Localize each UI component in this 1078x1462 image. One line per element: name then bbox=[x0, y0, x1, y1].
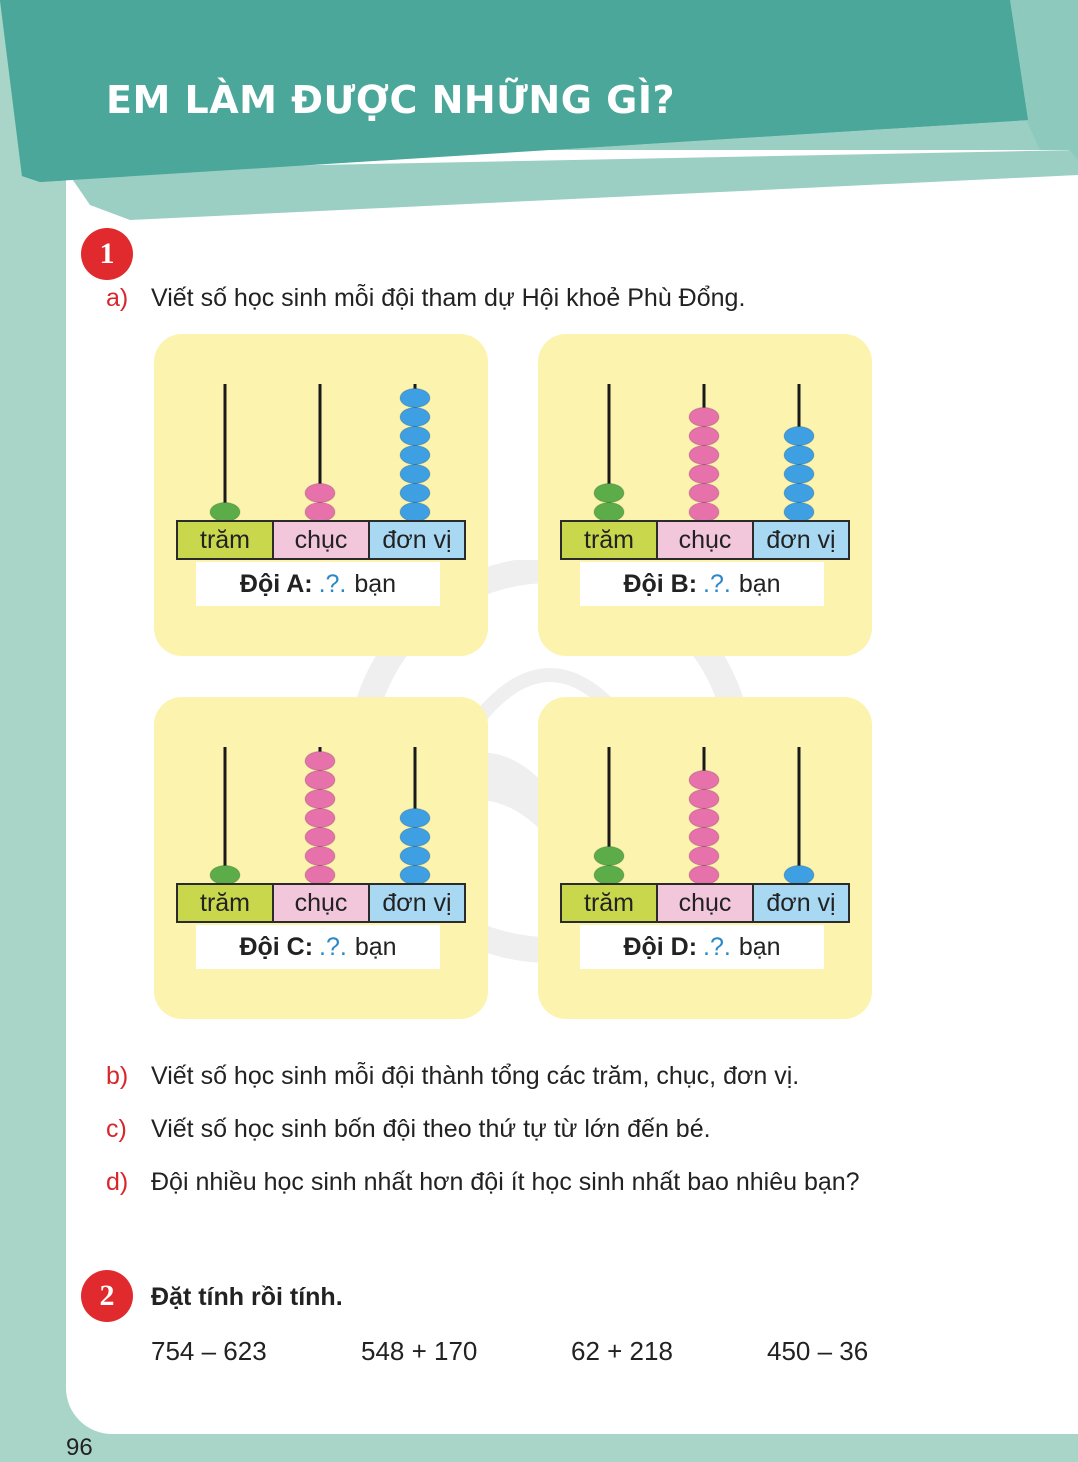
unit-label: bạn bbox=[738, 569, 781, 598]
bead-units bbox=[784, 866, 814, 885]
question-c bbox=[106, 1115, 711, 1144]
team-b-answer bbox=[580, 562, 824, 606]
bead-units bbox=[400, 484, 430, 503]
exercise-1-badge: 1 bbox=[81, 228, 133, 280]
bead-tens bbox=[689, 465, 719, 484]
question-d bbox=[106, 1168, 860, 1197]
label-hundreds: trăm bbox=[562, 522, 658, 558]
page-number: 96 bbox=[66, 1434, 93, 1461]
bead-tens bbox=[305, 771, 335, 790]
unit-label: bạn bbox=[738, 932, 781, 961]
question-a-text: Viết số học sinh mỗi đội tham dự Hội khoẻ Phù Đổng. bbox=[151, 284, 746, 312]
question-d-marker: d) bbox=[106, 1168, 129, 1196]
question-c-marker: c) bbox=[106, 1115, 127, 1143]
question-a bbox=[106, 284, 745, 313]
question-d-text: Đội nhiều học sinh nhất hơn đội ít học sinh nhất bao nhiêu bạn? bbox=[151, 1168, 860, 1196]
question-b-marker: b) bbox=[106, 1062, 129, 1090]
bead-tens bbox=[305, 484, 335, 503]
bead-tens bbox=[305, 790, 335, 809]
bead-tens bbox=[305, 866, 335, 885]
bead-hundreds bbox=[594, 503, 624, 522]
label-hundreds: trăm bbox=[562, 885, 658, 921]
team-c-answer bbox=[196, 925, 440, 969]
bead-units bbox=[400, 503, 430, 522]
label-tens: chục bbox=[274, 885, 370, 921]
answer-placeholder[interactable]: .?. bbox=[703, 569, 731, 598]
answer-placeholder[interactable]: .?. bbox=[319, 932, 347, 961]
bead-hundreds bbox=[594, 484, 624, 503]
team-a-answer bbox=[196, 562, 440, 606]
bead-units bbox=[784, 446, 814, 465]
bead-tens bbox=[305, 752, 335, 771]
bead-tens bbox=[689, 427, 719, 446]
question-c-text: Viết số học sinh bốn đội theo thứ tự từ lớn đến bé. bbox=[151, 1115, 711, 1143]
bead-hundreds bbox=[594, 866, 624, 885]
bead-hundreds bbox=[594, 847, 624, 866]
bead-tens bbox=[305, 847, 335, 866]
page-title: EM LÀM ĐƯỢC NHỮNG GÌ? bbox=[106, 78, 676, 122]
expression-2: 548 + 170 bbox=[361, 1336, 478, 1366]
bead-tens bbox=[689, 809, 719, 828]
team-name: Đội B: bbox=[623, 569, 698, 598]
bead-units bbox=[400, 847, 430, 866]
unit-label: bạn bbox=[354, 932, 397, 961]
question-b-text: Viết số học sinh mỗi đội thành tổng các trăm, chục, đơn vị. bbox=[151, 1062, 800, 1090]
bead-units bbox=[784, 465, 814, 484]
team-c-panel bbox=[154, 697, 488, 1019]
expression-4: 450 – 36 bbox=[767, 1336, 869, 1366]
bead-tens bbox=[689, 771, 719, 790]
bead-units bbox=[400, 446, 430, 465]
abacus-labels bbox=[560, 883, 850, 923]
label-hundreds: trăm bbox=[178, 885, 274, 921]
bead-tens bbox=[689, 503, 719, 522]
question-a-marker: a) bbox=[106, 284, 129, 312]
label-units: đơn vị bbox=[370, 522, 464, 558]
bead-units bbox=[400, 427, 430, 446]
bead-tens bbox=[689, 847, 719, 866]
team-d-answer bbox=[580, 925, 824, 969]
team-name: Đội D: bbox=[623, 932, 698, 961]
label-units: đơn vị bbox=[754, 885, 848, 921]
bead-units bbox=[784, 484, 814, 503]
bead-tens bbox=[305, 503, 335, 522]
abacus-labels bbox=[176, 520, 466, 560]
exercise-2-instruction: Đặt tính rồi tính. bbox=[151, 1283, 343, 1311]
bead-tens bbox=[689, 828, 719, 847]
answer-placeholder[interactable]: .?. bbox=[703, 932, 731, 961]
abacus-labels bbox=[176, 883, 466, 923]
bead-units bbox=[400, 866, 430, 885]
label-units: đơn vị bbox=[754, 522, 848, 558]
abacus-labels bbox=[560, 520, 850, 560]
bead-tens bbox=[689, 484, 719, 503]
expression-1: 754 – 623 bbox=[151, 1336, 267, 1366]
bead-units bbox=[400, 809, 430, 828]
team-name: Đội A: bbox=[239, 569, 313, 598]
team-b-panel bbox=[538, 334, 872, 656]
bead-units bbox=[400, 408, 430, 427]
bead-tens bbox=[689, 446, 719, 465]
label-tens: chục bbox=[658, 885, 754, 921]
bead-hundreds bbox=[210, 503, 240, 522]
team-name: Đội C: bbox=[239, 932, 314, 961]
bead-units bbox=[400, 465, 430, 484]
bead-units bbox=[400, 389, 430, 408]
bead-hundreds bbox=[210, 866, 240, 885]
expression-3: 62 + 218 bbox=[571, 1336, 673, 1366]
bead-tens bbox=[689, 790, 719, 809]
label-hundreds: trăm bbox=[178, 522, 274, 558]
bead-units bbox=[784, 503, 814, 522]
bead-tens bbox=[689, 866, 719, 885]
label-units: đơn vị bbox=[370, 885, 464, 921]
exercise-2-badge: 2 bbox=[81, 1270, 133, 1322]
bead-tens bbox=[305, 809, 335, 828]
team-a-panel bbox=[154, 334, 488, 656]
bead-tens bbox=[689, 408, 719, 427]
bead-units bbox=[400, 828, 430, 847]
unit-label: bạn bbox=[354, 569, 397, 598]
label-tens: chục bbox=[274, 522, 370, 558]
bead-units bbox=[784, 427, 814, 446]
question-b bbox=[106, 1062, 799, 1091]
bead-tens bbox=[305, 828, 335, 847]
label-tens: chục bbox=[658, 522, 754, 558]
team-d-panel bbox=[538, 697, 872, 1019]
answer-placeholder[interactable]: .?. bbox=[318, 569, 347, 598]
